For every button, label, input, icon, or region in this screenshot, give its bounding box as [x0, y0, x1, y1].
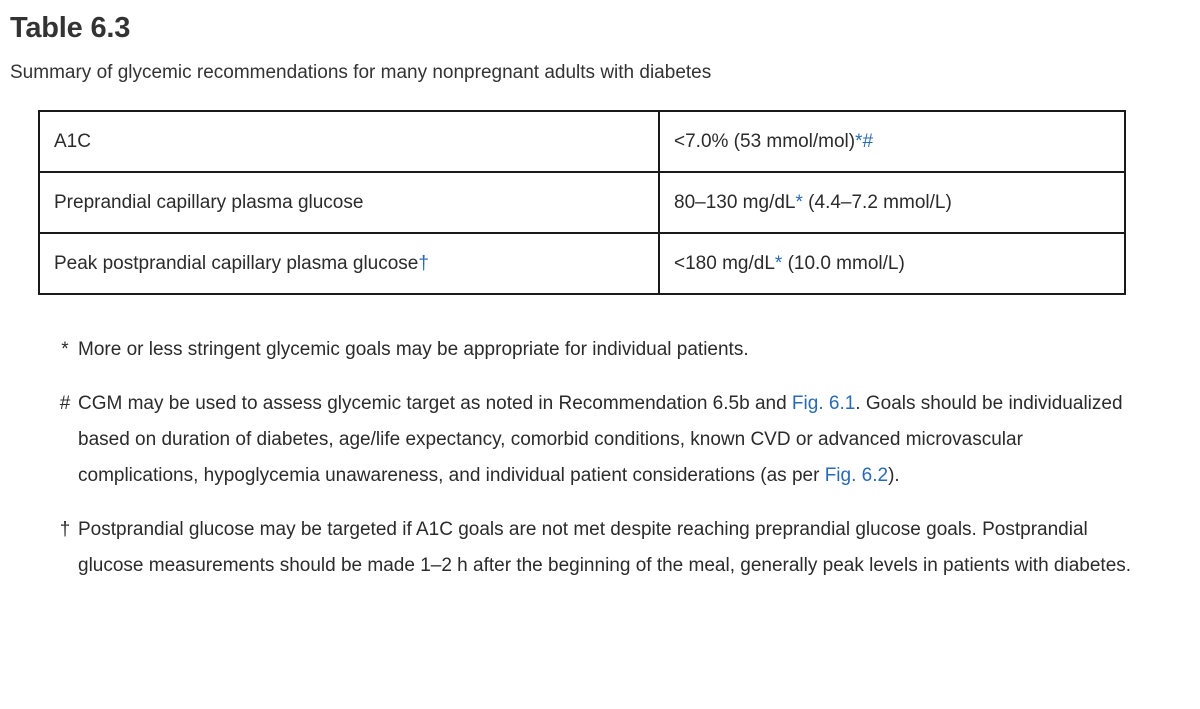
- footnote-text: . Goals should be individualized based on duration of diabetes, age/life expectancy, comorbid conditions, known CVD or advanced microvascular complications, hypoglycemia unawareness, and individual patient considerations (as per: [78, 393, 1123, 486]
- table-cell-value: [659, 172, 1125, 233]
- footnote-symbol: †: [59, 519, 71, 540]
- fig-6-1-link[interactable]: Fig. 6.1: [791, 393, 856, 414]
- table-cell-label: [39, 233, 659, 294]
- footnote-link-star-hash[interactable]: *#: [855, 130, 874, 152]
- row-label-postprandial: Peak postprandial capillary plasma glucose: [54, 252, 419, 274]
- footnote-text: Postprandial glucose may be targeted if A1C goals are not met despite reaching preprandial glucose goals. Postprandial glucose measurements should be made 1–2 h after the beginning of the meal, generally peak levels in patients with diabetes.: [78, 519, 1132, 576]
- footnote-text: More or less stringent glycemic goals may be appropriate for individual patients.: [78, 339, 749, 360]
- footnotes: [56, 332, 1136, 602]
- row-value-tail: (10.0 mmol/L): [782, 252, 905, 274]
- table-row: [39, 111, 1125, 172]
- footnote-hash: [56, 386, 1136, 494]
- row-value-tail: (4.4–7.2 mmol/L): [802, 191, 952, 213]
- row-value-preprandial: 80–130 mg/dL: [674, 191, 796, 213]
- table-row: [39, 172, 1125, 233]
- footnote-dagger: [56, 512, 1136, 584]
- footnote-star: [56, 332, 1136, 368]
- table-cell-value: [659, 111, 1125, 172]
- footnote-symbol: *: [61, 339, 69, 360]
- row-label-preprandial: Preprandial capillary plasma glucose: [54, 191, 364, 213]
- table-cell-label: [39, 111, 659, 172]
- table-row: [39, 233, 1125, 294]
- row-value-a1c: <7.0% (53 mmol/mol): [674, 130, 856, 152]
- glycemic-recommendations-table: [38, 110, 1126, 295]
- footnote-text: CGM may be used to assess glycemic target as noted in Recommendation 6.5b and: [78, 393, 792, 414]
- table-cell-value: [659, 233, 1125, 294]
- footnote-link-star[interactable]: *: [795, 191, 803, 213]
- row-value-postprandial: <180 mg/dL: [674, 252, 775, 274]
- fig-6-2-link[interactable]: Fig. 6.2: [824, 465, 889, 486]
- table-title: Table 6.3: [10, 12, 131, 44]
- footnote-link-star[interactable]: *: [774, 252, 783, 274]
- footnote-text: ).: [888, 465, 900, 486]
- footnote-link-dagger[interactable]: †: [418, 252, 429, 274]
- table-caption: Summary of glycemic recommendations for many nonpregnant adults with diabetes: [10, 62, 712, 83]
- table-cell-label: [39, 172, 659, 233]
- row-label-a1c: A1C: [54, 130, 91, 152]
- footnote-symbol: #: [59, 393, 71, 414]
